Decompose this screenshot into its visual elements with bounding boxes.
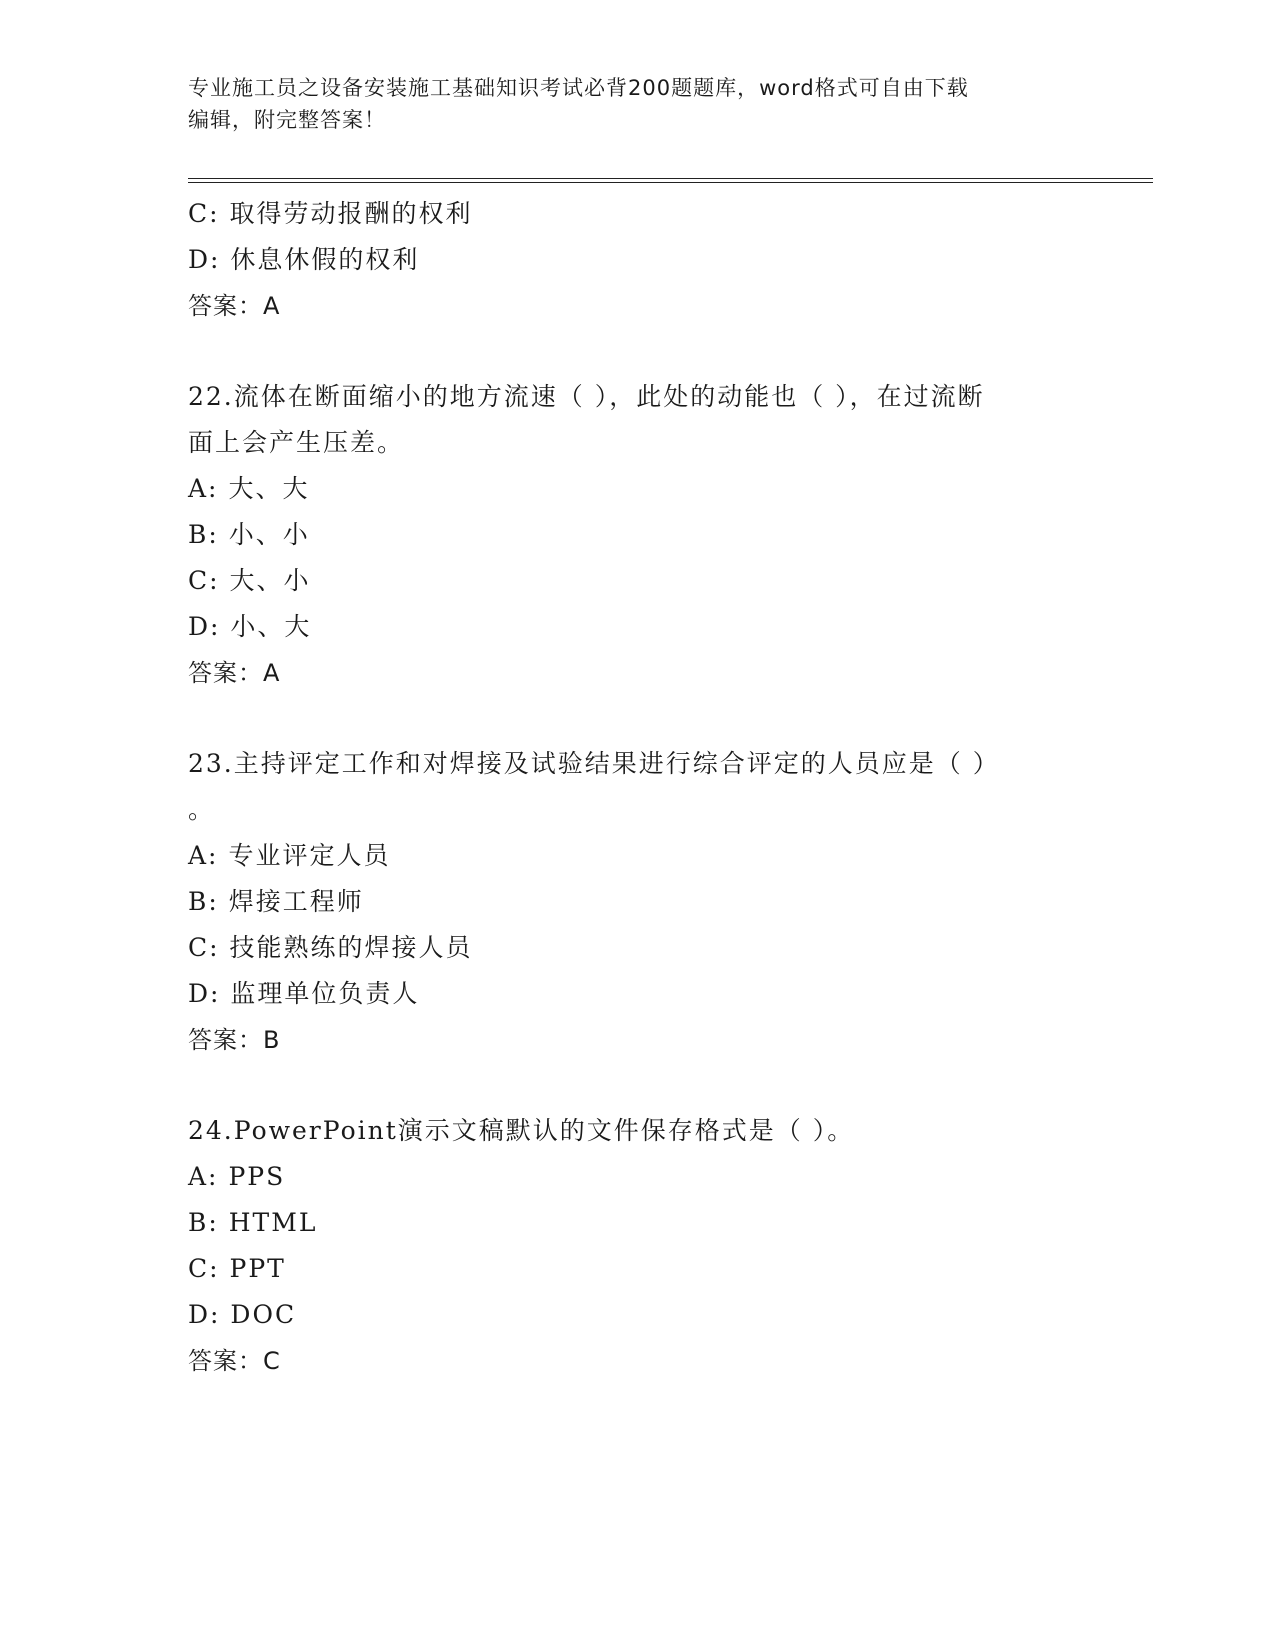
question-text-line: 23.主持评定工作和对焊接及试验结果进行综合评定的人员应是（ ） [188,749,1000,778]
option-letter: C: [188,199,220,228]
option-letter: D: [188,979,221,1008]
option-d [188,1292,1088,1338]
option-letter: B: [188,887,219,916]
question-24 [188,1108,1088,1384]
prev-question [188,191,1088,329]
option-c [188,925,1088,971]
option-c [188,191,1088,237]
question-22 [188,374,1088,696]
header-line-1: 专业施工员之设备安装施工基础知识考试必背200题题库，word格式可自由下载 [188,76,969,100]
option-letter: A: [188,841,219,870]
page-header [188,72,1088,136]
option-text: 监理单位负责人 [230,979,420,1008]
option-text: 小、小 [228,520,310,549]
option-letter: C: [188,566,220,595]
spacer [188,329,1088,374]
answer: 答案：B [188,1026,281,1054]
option-letter: B: [188,520,219,549]
option-text: 大、小 [229,566,311,595]
header-line-2: 编辑，附完整答案！ [188,108,386,132]
spacer [188,696,1088,741]
option-a [188,833,1088,879]
question-23 [188,741,1088,1063]
option-b [188,879,1088,925]
option-letter: C: [188,1254,220,1283]
option-text: 小、大 [230,612,312,641]
option-letter: D: [188,245,221,274]
option-text: PPT [229,1254,286,1283]
question-text-line: 。 [188,795,216,824]
option-d [188,604,1088,650]
option-text: 休息休假的权利 [230,245,420,274]
option-d [188,971,1088,1017]
option-letter: D: [188,612,221,641]
option-letter: A: [188,1162,219,1191]
option-b [188,512,1088,558]
option-letter: B: [188,1208,219,1237]
document-body [188,191,1088,1384]
option-text: 焊接工程师 [228,887,364,916]
question-text-line: 面上会产生压差。 [188,428,405,457]
option-text: 专业评定人员 [228,841,391,870]
answer: 答案：A [188,292,281,320]
option-c [188,558,1088,604]
header-divider [188,178,1153,183]
answer: 答案：A [188,659,281,687]
option-text: 取得劳动报酬的权利 [229,199,473,228]
option-d [188,237,1088,283]
question-text-line: 22.流体在断面缩小的地方流速（ ），此处的动能也（ ），在过流断 [188,382,985,411]
option-c [188,1246,1088,1292]
option-text: 技能熟练的焊接人员 [229,933,473,962]
option-text: HTML [228,1208,318,1237]
option-letter: D: [188,1300,221,1329]
option-letter: A: [188,474,219,503]
option-a [188,466,1088,512]
option-text: 大、大 [228,474,310,503]
option-a [188,1154,1088,1200]
answer: 答案：C [188,1347,281,1375]
option-b [188,1200,1088,1246]
option-text: DOC [230,1300,297,1329]
option-letter: C: [188,933,220,962]
spacer [188,1063,1088,1108]
question-text-line: 24.PowerPoint演示文稿默认的文件保存格式是（ ）。 [188,1116,855,1145]
option-text: PPS [228,1162,286,1191]
